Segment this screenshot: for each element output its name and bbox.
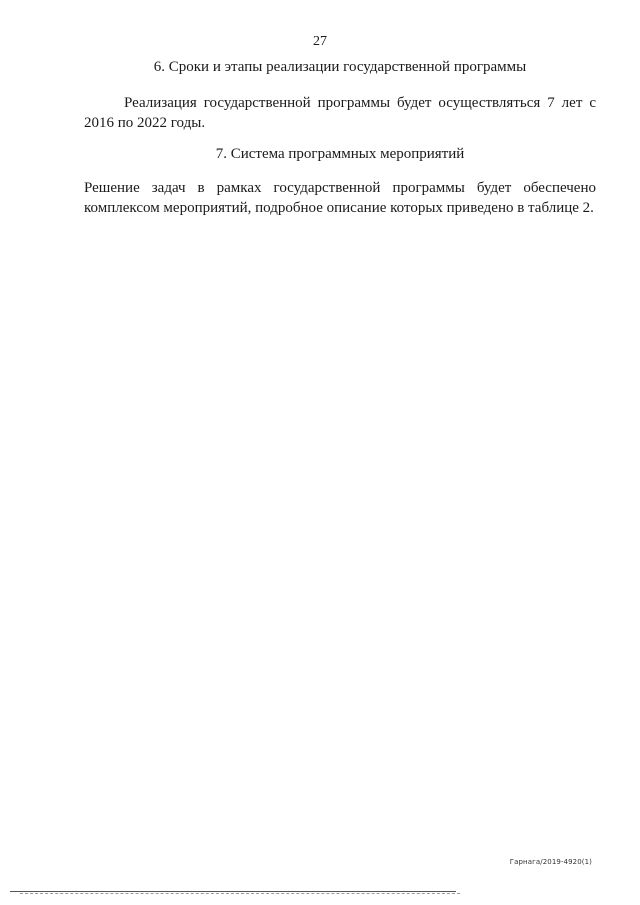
page-number: 27 [313,34,327,49]
section-heading-activities: 7. Система программных мероприятий [215,146,465,162]
paragraph-terms: Реализация государственной программы будет осуществляться 7 лет с 2016 по 2022 годы. [84,95,596,131]
footer-document-code: Гарнага/2019-4920(1) [509,858,592,866]
bottom-rule [10,891,456,892]
paragraph-activities: Решение задач в рамках государственной программы будет обеспечено комплексом мероприятий, подробное описание которых приведено в таблице 2. [84,180,596,216]
bottom-rule-dashed [20,893,460,894]
section-heading-terms: 6. Сроки и этапы реализации государственной программы [153,59,527,75]
